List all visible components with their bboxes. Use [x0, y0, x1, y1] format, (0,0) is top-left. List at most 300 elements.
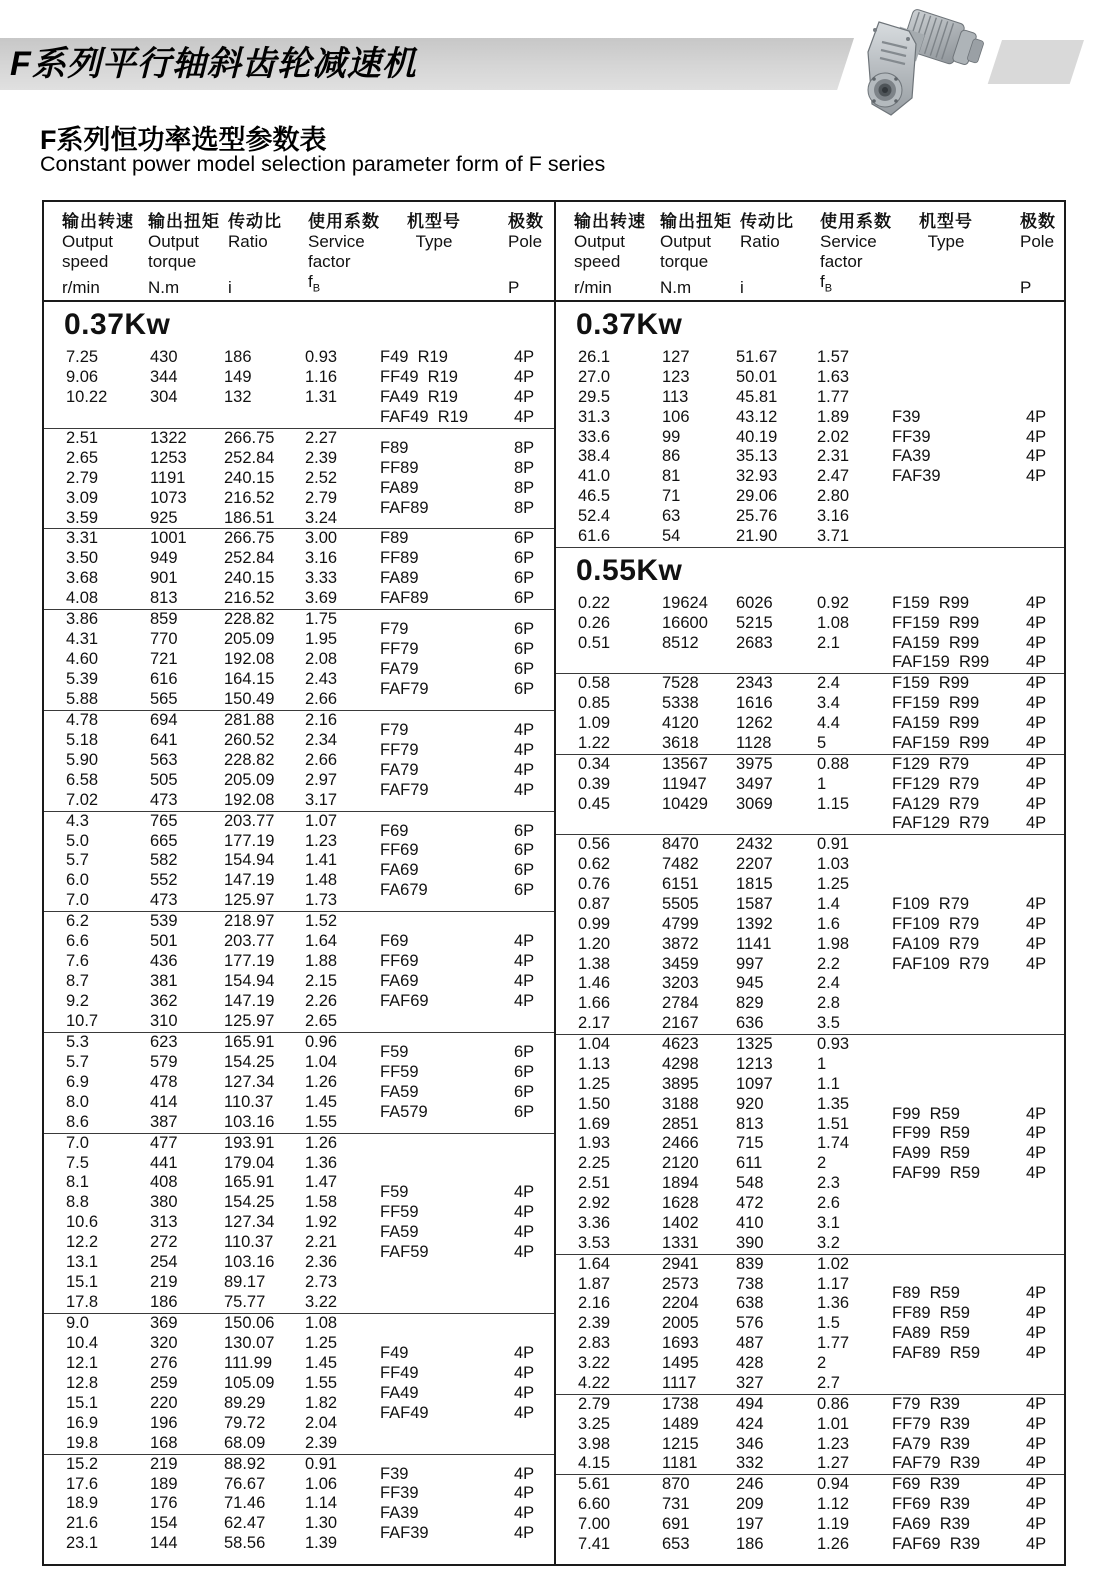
column-header: 极数 Pole P: [1020, 212, 1056, 298]
pole-value: 4P: [1026, 1164, 1047, 1183]
pole-value: 4P: [514, 1183, 535, 1202]
type-value: FA39: [380, 1504, 419, 1523]
torque-value: 552: [150, 871, 178, 890]
pole-value: 4P: [514, 952, 535, 971]
speed-value: 5.3: [66, 1032, 89, 1051]
torque-value: 86: [662, 447, 681, 466]
ratio-value: 125.97: [224, 891, 275, 910]
model-group: [556, 348, 1066, 547]
speed-value: 7.41: [578, 1534, 611, 1553]
parameters-table-right: [556, 202, 1066, 1564]
speed-value: 21.6: [66, 1514, 99, 1533]
factor-value: 3.1: [817, 1213, 840, 1232]
type-value: FF69 R39: [892, 1495, 970, 1514]
model-group: [44, 428, 554, 529]
ratio-value: 240.15: [224, 569, 275, 588]
torque-value: 623: [150, 1032, 178, 1051]
speed-value: 12.8: [66, 1373, 99, 1392]
factor-value: 2.4: [817, 974, 840, 993]
type-value: F69: [380, 932, 409, 951]
speed-value: 0.58: [578, 674, 611, 693]
pole-value: 4P: [1026, 1475, 1047, 1494]
torque-value: 7482: [662, 855, 699, 874]
type-value: FF49: [380, 1363, 419, 1382]
torque-value: 414: [150, 1092, 178, 1111]
ratio-value: 203.77: [224, 932, 275, 951]
pole-value: 8P: [514, 458, 535, 477]
ratio-value: 1815: [736, 875, 773, 893]
pole-value: 4P: [1026, 914, 1047, 933]
pole-value: 4P: [514, 1203, 535, 1222]
torque-value: 2204: [662, 1294, 699, 1313]
factor-value: 1.30: [305, 1514, 338, 1533]
torque-value: 3895: [662, 1074, 699, 1093]
torque-value: 1495: [662, 1354, 699, 1372]
ratio-value: 40.19: [736, 427, 778, 446]
torque-value: 123: [662, 367, 690, 386]
pole-value: 6P: [514, 1042, 535, 1061]
pole-value: 4P: [514, 1504, 535, 1523]
ratio-value: 154.25: [224, 1052, 275, 1071]
ratio-value: 228.82: [224, 750, 275, 769]
torque-value: 641: [150, 730, 178, 749]
torque-value: 16600: [662, 613, 708, 632]
ratio-value: 35.13: [736, 447, 778, 466]
ratio-value: 216.52: [224, 589, 275, 608]
speed-value: 15.1: [66, 1273, 99, 1292]
factor-value: 1.41: [305, 851, 338, 870]
ratio-value: 127.34: [224, 1213, 275, 1232]
ratio-value: 636: [736, 1014, 764, 1033]
speed-value: 52.4: [578, 507, 611, 525]
type-value: F69: [380, 821, 409, 840]
speed-value: 17.6: [66, 1474, 99, 1493]
type-value: FF89 R59: [892, 1304, 970, 1323]
factor-value: [305, 408, 368, 428]
ratio-value: 252.84: [224, 448, 275, 467]
ratio-value: 266.75: [224, 529, 275, 548]
ratio-value: 192.08: [224, 790, 275, 809]
torque-value: 473: [150, 891, 178, 910]
pole-value: 4P: [514, 387, 535, 406]
torque-value: 3872: [662, 934, 699, 953]
ratio-value: 165.91: [224, 1032, 275, 1051]
speed-value: 12.1: [66, 1353, 99, 1372]
torque-value: 4799: [662, 914, 699, 933]
factor-value: 1.16: [305, 367, 338, 386]
pole-value: 4P: [1026, 613, 1047, 632]
ratio-value: 205.09: [224, 630, 275, 649]
torque-value: 694: [150, 710, 178, 729]
torque-value: 186: [150, 1293, 178, 1312]
speed-value: 38.4: [578, 447, 611, 466]
torque-value: 539: [150, 912, 178, 931]
type-value: FAF79: [380, 679, 429, 698]
factor-value: 1.02: [817, 1254, 850, 1273]
factor-value: 0.88: [817, 754, 850, 773]
factor-value: 1.23: [305, 831, 338, 850]
torque-value: 54: [662, 526, 681, 545]
speed-value: 15.2: [66, 1454, 99, 1473]
ratio-value: 203.77: [224, 811, 275, 830]
speed-value: 1.09: [578, 714, 611, 732]
ratio-value: 76.67: [224, 1474, 266, 1493]
factor-value: 1.4: [817, 894, 840, 913]
speed-value: 10.4: [66, 1333, 99, 1352]
factor-value: 1.14: [305, 1494, 338, 1513]
type-value: FAF49 R19: [380, 407, 469, 426]
speed-value: 19.8: [66, 1433, 99, 1452]
type-value: F69 R39: [892, 1475, 960, 1494]
model-group: [44, 811, 554, 912]
speed-value: 5.0: [66, 831, 89, 850]
pole-value: 4P: [1026, 653, 1047, 672]
model-group: [556, 1254, 1066, 1394]
torque-value: 4298: [662, 1054, 699, 1073]
type-value: FA69: [380, 861, 419, 880]
speed-value: 7.6: [66, 952, 89, 971]
factor-value: 1.52: [305, 912, 338, 931]
ratio-value: 75.77: [224, 1293, 266, 1312]
type-value: FA579: [380, 1102, 428, 1121]
pole-value: 4P: [1026, 633, 1047, 652]
type-value: F159 R99: [892, 674, 970, 693]
speed-value: 3.98: [578, 1434, 611, 1453]
type-value: F109 R79: [892, 894, 970, 913]
pole-value: 6P: [514, 1082, 535, 1101]
factor-value: 1.1: [817, 1074, 840, 1093]
factor-value: 1.58: [305, 1193, 338, 1212]
type-value: FA109 R79: [892, 934, 980, 953]
speed-value: 1.22: [578, 733, 611, 752]
pole-value: 4P: [514, 1343, 535, 1362]
model-group: [44, 528, 554, 609]
ratio-value: 3069: [736, 794, 773, 813]
speed-value: 1.25: [578, 1074, 611, 1093]
torque-value: 1073: [150, 488, 187, 507]
model-group: [44, 911, 554, 1032]
speed-value: [66, 408, 130, 428]
speed-value: 7.02: [66, 790, 99, 809]
torque-value: 369: [150, 1314, 178, 1332]
factor-value: 2.02: [817, 427, 850, 446]
factor-value: 4.4: [817, 714, 840, 732]
type-value: F59: [380, 1042, 409, 1061]
factor-value: 2.6: [817, 1194, 840, 1212]
factor-value: 2.39: [305, 1433, 338, 1452]
torque-value: 220: [150, 1393, 178, 1412]
factor-value: 3.5: [817, 1014, 840, 1033]
torque-value: 665: [150, 831, 178, 850]
torque-value: 478: [150, 1072, 178, 1091]
factor-value: 1.77: [817, 1334, 850, 1353]
ratio-value: 154.25: [224, 1193, 275, 1212]
torque-value: 320: [150, 1333, 178, 1352]
torque-value: 731: [662, 1495, 690, 1514]
speed-value: 6.9: [66, 1072, 89, 1091]
pole-value: 4P: [1026, 1434, 1047, 1453]
speed-value: 7.00: [578, 1515, 611, 1533]
type-value: FAF49: [380, 1403, 429, 1422]
torque-value: 582: [150, 851, 178, 870]
pole-value: 4P: [1026, 1324, 1047, 1343]
factor-value: 3.33: [305, 569, 338, 588]
speed-value: 4.78: [66, 710, 99, 729]
factor-value: 1.47: [305, 1173, 338, 1192]
torque-value: 313: [150, 1213, 178, 1232]
ratio-value: 346: [736, 1434, 764, 1453]
model-group: [44, 1032, 554, 1133]
factor-value: 0.92: [817, 593, 850, 612]
model-group: [44, 348, 554, 428]
torque-value: 2851: [662, 1114, 699, 1133]
torque-value: 441: [150, 1153, 178, 1172]
type-value: FA159 R99: [892, 633, 980, 652]
ratio-value: 45.81: [736, 387, 778, 406]
factor-value: 1.17: [817, 1274, 850, 1293]
ratio-value: 5215: [736, 613, 773, 632]
torque-value: 5505: [662, 894, 699, 913]
speed-value: 29.5: [578, 387, 611, 406]
factor-value: 1.55: [305, 1373, 338, 1392]
factor-value: 2.2: [817, 954, 840, 973]
ratio-value: 2683: [736, 633, 773, 652]
pole-value: 4P: [1026, 467, 1047, 486]
power-section: [556, 302, 1066, 547]
torque-value: 310: [150, 1011, 178, 1030]
speed-value: 1.50: [578, 1094, 611, 1113]
torque-value: 563: [150, 750, 178, 769]
type-value: F129 R79: [892, 754, 970, 773]
pole-value: 6P: [514, 620, 535, 639]
factor-value: 1.74: [817, 1134, 850, 1153]
factor-value: 2.39: [305, 448, 338, 467]
type-value: FAF39: [380, 1524, 429, 1543]
torque-value: [662, 653, 720, 673]
speed-value: 12.2: [66, 1233, 99, 1252]
column-header: 输出转速 Output speed r/min: [62, 212, 134, 298]
ratio-value: 2207: [736, 855, 773, 874]
ratio-value: 1262: [736, 714, 773, 732]
power-section: [44, 302, 554, 1554]
ratio-value: 51.67: [736, 348, 778, 366]
ratio-value: 205.09: [224, 770, 275, 789]
type-value: F159 R99: [892, 593, 970, 612]
power-section: [556, 547, 1066, 1555]
type-value: FA59: [380, 1082, 419, 1101]
speed-value: 23.1: [66, 1534, 99, 1553]
factor-value: 3.69: [305, 589, 338, 608]
torque-value: 5338: [662, 694, 699, 713]
type-value: FAF39: [892, 467, 941, 486]
type-value: FF59: [380, 1062, 419, 1081]
torque-value: 2167: [662, 1014, 699, 1033]
factor-value: 3.2: [817, 1233, 840, 1252]
speed-value: 3.68: [66, 569, 99, 588]
factor-value: 2.7: [817, 1373, 840, 1392]
pole-value: 4P: [514, 780, 535, 799]
speed-value: 1.20: [578, 934, 611, 953]
pole-value: 4P: [514, 1464, 535, 1483]
speed-value: 0.76: [578, 875, 611, 893]
ratio-value: 997: [736, 954, 764, 973]
speed-value: 5.39: [66, 670, 99, 688]
speed-value: 7.0: [66, 1133, 89, 1152]
pole-value: 4P: [1026, 1304, 1047, 1323]
torque-value: 387: [150, 1112, 178, 1131]
type-value: F89: [380, 529, 409, 548]
ratio-value: 327: [736, 1373, 764, 1392]
ratio-value: 68.09: [224, 1433, 266, 1452]
torque-value: 3459: [662, 954, 699, 973]
pole-value: 4P: [1026, 774, 1047, 793]
factor-value: 1.12: [817, 1495, 850, 1514]
speed-value: 61.6: [578, 526, 611, 545]
ratio-value: 548: [736, 1174, 764, 1193]
ratio-value: 150.06: [224, 1314, 275, 1332]
factor-value: 3.17: [305, 790, 338, 809]
pole-value: 4P: [514, 1243, 535, 1262]
torque-value: 4623: [662, 1035, 699, 1053]
ratio-value: 186.51: [224, 508, 275, 527]
pole-value: 4P: [514, 932, 535, 951]
torque-value: 579: [150, 1052, 178, 1071]
pole-value: 4P: [1026, 1495, 1047, 1514]
torque-value: 477: [150, 1133, 178, 1152]
speed-value: [578, 653, 642, 673]
torque-value: 1489: [662, 1414, 699, 1433]
speed-value: 5.61: [578, 1475, 611, 1494]
factor-value: 1.06: [305, 1474, 338, 1493]
pole-value: 4P: [1026, 1394, 1047, 1413]
factor-value: 0.91: [305, 1454, 338, 1473]
factor-value: 2: [817, 1154, 827, 1173]
pole-value: 4P: [514, 407, 535, 426]
speed-value: 0.51: [578, 633, 611, 652]
speed-value: 6.6: [66, 932, 89, 951]
ratio-value: 154.94: [224, 972, 275, 991]
torque-value: 721: [150, 650, 178, 669]
factor-value: 1.07: [305, 811, 338, 830]
ratio-value: 147.19: [224, 992, 275, 1010]
ratio-value: 111.99: [224, 1353, 273, 1372]
factor-value: 1.45: [305, 1092, 338, 1111]
torque-value: 870: [662, 1475, 690, 1494]
column-header: 输出转速 Output speed r/min: [574, 212, 646, 298]
speed-value: 3.59: [66, 508, 99, 527]
pole-value: 4P: [514, 1484, 535, 1503]
ratio-value: 164.15: [224, 670, 275, 688]
ratio-value: 132: [224, 387, 252, 406]
column-header: 传动比 Ratio i: [740, 212, 794, 298]
factor-value: 2.34: [305, 730, 338, 749]
speed-value: 5.18: [66, 730, 99, 749]
torque-value: 1894: [662, 1174, 699, 1193]
pole-value: 6P: [514, 660, 535, 679]
factor-value: 1.25: [817, 875, 850, 893]
factor-value: 2.08: [305, 650, 338, 669]
ratio-value: 192.08: [224, 650, 275, 669]
pole-value: 4P: [514, 720, 535, 739]
torque-value: 381: [150, 972, 178, 991]
torque-value: 176: [150, 1494, 178, 1513]
torque-value: 196: [150, 1413, 178, 1432]
factor-value: 1.75: [305, 610, 338, 629]
ratio-value: 1587: [736, 894, 773, 913]
ratio-value: 89.17: [224, 1273, 266, 1292]
column-header: 机型号 Type: [919, 212, 973, 251]
type-value: FA679: [380, 881, 428, 900]
factor-value: 3.24: [305, 508, 338, 527]
speed-value: 4.15: [578, 1454, 611, 1473]
torque-value: 168: [150, 1433, 178, 1452]
torque-value: 2466: [662, 1134, 699, 1153]
ratio-value: 829: [736, 994, 764, 1013]
torque-value: 8470: [662, 835, 699, 854]
gear-reducer-image: [845, 2, 1000, 132]
ratio-value: 738: [736, 1274, 764, 1293]
speed-value: 0.87: [578, 894, 611, 913]
speed-value: 1.69: [578, 1114, 611, 1133]
pole-value: 6P: [514, 549, 535, 568]
type-value: FAF69: [380, 992, 429, 1010]
factor-value: 1.26: [305, 1133, 338, 1152]
speed-value: 3.22: [578, 1354, 611, 1372]
factor-value: 1.57: [817, 348, 850, 366]
ratio-value: 125.97: [224, 1011, 275, 1030]
speed-value: 3.50: [66, 549, 99, 568]
pole-value: 4P: [1026, 674, 1047, 693]
type-value: FA49: [380, 1383, 419, 1402]
torque-value: 127: [662, 348, 690, 366]
torque-value: 2120: [662, 1154, 699, 1173]
type-value: FF109 R79: [892, 914, 980, 933]
type-value: FAF159 R99: [892, 733, 990, 752]
ratio-value: 154.94: [224, 851, 275, 870]
torque-value: 3203: [662, 974, 699, 993]
factor-value: 1.36: [305, 1153, 338, 1172]
model-group: [44, 1133, 554, 1313]
factor-value: 1.25: [305, 1333, 338, 1352]
pole-value: 4P: [1026, 754, 1047, 773]
factor-value: 0.94: [817, 1475, 850, 1494]
pole-value: 6P: [514, 679, 535, 698]
ratio-value: 390: [736, 1233, 764, 1252]
factor-value: 1.27: [817, 1454, 850, 1473]
factor-value: 2.8: [817, 994, 840, 1013]
model-group: [556, 1034, 1066, 1254]
pole-value: 4P: [514, 1363, 535, 1382]
ratio-value: 71.46: [224, 1494, 266, 1513]
torque-value: 691: [662, 1515, 690, 1533]
ratio-value: 1213: [736, 1054, 773, 1073]
speed-value: 10.6: [66, 1213, 99, 1232]
factor-value: 2.52: [305, 468, 338, 487]
ratio-value: 218.97: [224, 912, 275, 931]
speed-value: 4.08: [66, 589, 99, 608]
speed-value: 1.46: [578, 974, 611, 993]
ratio-value: 1097: [736, 1074, 773, 1093]
torque-value: 473: [150, 790, 178, 809]
factor-value: 2.15: [305, 972, 338, 991]
speed-value: 0.62: [578, 855, 611, 874]
torque-value: 565: [150, 689, 178, 708]
ratio-value: 177.19: [224, 831, 275, 850]
pole-value: 4P: [1026, 934, 1047, 953]
ratio-value: 246: [736, 1475, 764, 1494]
type-value: FA89 R59: [892, 1324, 970, 1343]
pole-value: 4P: [1026, 733, 1047, 752]
